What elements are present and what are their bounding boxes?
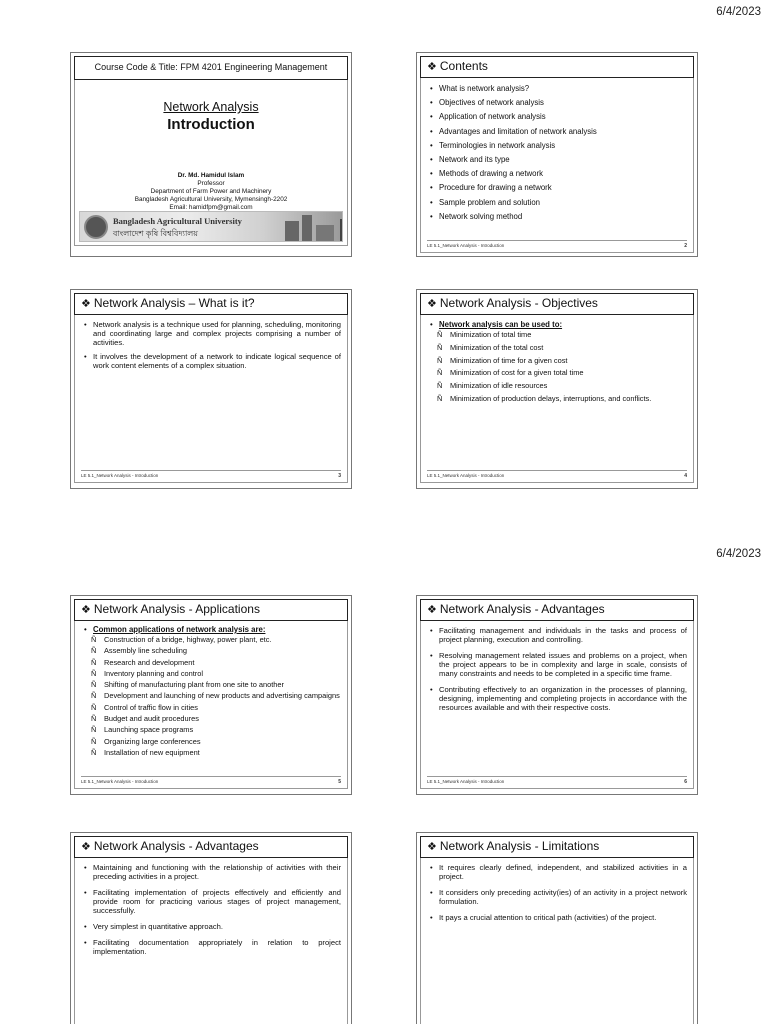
- diamond-bullet-icon: ❖: [427, 298, 437, 310]
- list-item: • Advantages and limitation of network analysis: [427, 127, 687, 136]
- list-item: Ñ Minimization of idle resources: [437, 381, 548, 391]
- contents-slide: [416, 52, 698, 257]
- author-university: Bangladesh Agricultural University, Mymensingh-2202: [134, 196, 288, 203]
- list-item: • It requires clearly defined, independent, and stabilized activities in a project.: [427, 863, 687, 881]
- diamond-bullet-icon: ❖: [81, 298, 91, 310]
- university-logo-banner: [79, 211, 343, 242]
- slide-number: 6: [684, 778, 687, 785]
- list-item: Ñ Construction of a bridge, highway, power plant, etc.: [91, 635, 272, 644]
- lead-text: Common applications of network analysis are:: [93, 625, 266, 634]
- slide-footer: LE 5.1_Network Analysis - Introduction: [427, 779, 505, 784]
- list-item: Ñ Installation of new equipment: [91, 747, 200, 757]
- slide-number: 4: [684, 472, 687, 479]
- list-item: • Objectives of network analysis: [427, 98, 687, 107]
- list-item: • Terminologies in network analysis: [427, 141, 687, 150]
- lead-text: Network analysis can be used to:: [439, 320, 563, 329]
- page-date: 6/4/2023: [716, 548, 761, 560]
- list-item: • It pays a crucial attention to critical path (activities) of the project.: [427, 913, 687, 922]
- diamond-bullet-icon: ❖: [427, 841, 437, 853]
- logo-text-en: Bangladesh Agricultural University: [113, 216, 242, 226]
- slide-footer: LE 5.1_Network Analysis - Introduction: [81, 779, 159, 784]
- slide-heading: Network Analysis - Advantages: [439, 602, 605, 616]
- page-date: 6/4/2023: [716, 6, 761, 18]
- list-item: Ñ Inventory planning and control: [91, 668, 204, 678]
- course-title: Course Code & Title: FPM 4201 Engineering Management: [74, 56, 348, 80]
- list-item: • Methods of drawing a network: [427, 169, 687, 178]
- list-item: • It considers only preceding activity(ies) of an activity in a project network formulation.: [427, 888, 687, 906]
- list-item: Ñ Research and development: [91, 657, 195, 667]
- author-department: Department of Farm Power and Machinery: [150, 188, 272, 195]
- list-item: Ñ Development and launching of new products and advertising campaigns: [91, 691, 340, 701]
- university-seal-icon: [84, 215, 108, 239]
- list-item: Ñ Launching space programs: [91, 725, 194, 735]
- advantages-slide: [416, 595, 698, 795]
- list-item: Ñ Shifting of manufacturing plant from one site to another: [91, 680, 284, 690]
- author-email: Email: hamidfpm@gmail.com: [169, 204, 253, 211]
- list-item: Ñ Assembly line scheduling: [91, 646, 187, 656]
- list-item: Ñ Organizing large conferences: [91, 736, 201, 746]
- list-item: • Application of network analysis: [427, 112, 687, 121]
- list-item: Ñ Minimization of total time: [437, 330, 532, 339]
- list-item: • Resolving management related issues and problems on a project, when the project appears to be in complexity and large in scale, consists of many constraints and needs to be completed in a specific time frame.: [427, 651, 687, 678]
- list-item: • Network analysis is a technique used for planning, scheduling, monitoring and coordinating large and complex projects comprising a number of activities.: [81, 320, 341, 347]
- slide-footer: LE 5.1_Network Analysis - Introduction: [427, 243, 505, 248]
- diamond-bullet-icon: ❖: [81, 841, 91, 853]
- slide-heading: Network Analysis - Advantages: [93, 839, 259, 853]
- list-item: • Facilitating management and individuals in the tasks and process of project planning, execution and controlling.: [427, 626, 687, 644]
- slide-footer: LE 5.1_Network Analysis - Introduction: [81, 473, 159, 478]
- title-slide: [70, 52, 352, 257]
- author-name: Dr. Md. Hamidul Islam: [177, 172, 245, 179]
- list-item: • What is network analysis?: [427, 84, 687, 93]
- list-item: • Very simplest in quantitative approach.: [81, 922, 341, 931]
- limitations-slide: [416, 832, 698, 1024]
- list-item: • It involves the development of a network to indicate logical sequence of work content elements of a complex situation.: [81, 352, 341, 370]
- list-item: Ñ Budget and audit procedures: [91, 713, 199, 723]
- list-item: • Facilitating implementation of projects effectively and efficiently and provide room for practicing various stages of project management, successfully.: [81, 888, 341, 915]
- slide-number: 5: [338, 778, 341, 785]
- slide-number: 2: [684, 242, 687, 249]
- slide-title: Introduction: [167, 116, 255, 133]
- list-item: • Sample problem and solution: [427, 198, 687, 207]
- list-item: Ñ Minimization of time for a given cost: [437, 355, 568, 365]
- author-position: Professor: [197, 180, 225, 187]
- slide-heading: Contents: [439, 59, 488, 73]
- applications-slide: [70, 595, 352, 795]
- advantages-continued-slide: [70, 832, 352, 1024]
- list-item: • Network and its type: [427, 155, 687, 164]
- list-item: • Facilitating documentation appropriately in relation to project implementation.: [81, 938, 341, 956]
- what-is-it-slide: [70, 289, 352, 489]
- list-item: • Maintaining and functioning with the relationship of activities with their preceding activities in a project.: [81, 863, 341, 881]
- diamond-bullet-icon: ❖: [81, 604, 91, 616]
- list-item: Ñ Control of traffic flow in cities: [91, 702, 198, 712]
- list-item: • Procedure for drawing a network: [427, 183, 687, 192]
- list-item: Ñ Minimization of cost for a given total time: [437, 368, 584, 378]
- list-item: • Network solving method: [427, 212, 687, 221]
- diamond-bullet-icon: ❖: [427, 604, 437, 616]
- slide-subtitle: Network Analysis: [163, 100, 259, 114]
- slide-number: 3: [338, 472, 341, 479]
- slide-heading: Network Analysis - Applications: [93, 602, 260, 616]
- slide-heading: Network Analysis - Objectives: [439, 296, 598, 310]
- slide-footer: LE 5.1_Network Analysis - Introduction: [427, 473, 505, 478]
- list-item: Ñ Minimization of production delays, interruptions, and conflicts.: [437, 393, 652, 403]
- objectives-slide: [416, 289, 698, 489]
- list-item: • Contributing effectively to an organization in the processes of planning, designing, implementing and completing projects in accordance with the resources available and with their respective costs.: [427, 685, 687, 712]
- slide-heading: Network Analysis - Limitations: [439, 839, 600, 853]
- logo-text-bn: বাংলাদেশ কৃষি বিশ্ববিদ্যালয়: [113, 229, 198, 238]
- contents-list: [427, 84, 687, 221]
- diamond-bullet-icon: ❖: [427, 61, 437, 73]
- slide-heading: Network Analysis – What is it?: [93, 296, 255, 310]
- list-item: Ñ Minimization of the total cost: [437, 342, 544, 352]
